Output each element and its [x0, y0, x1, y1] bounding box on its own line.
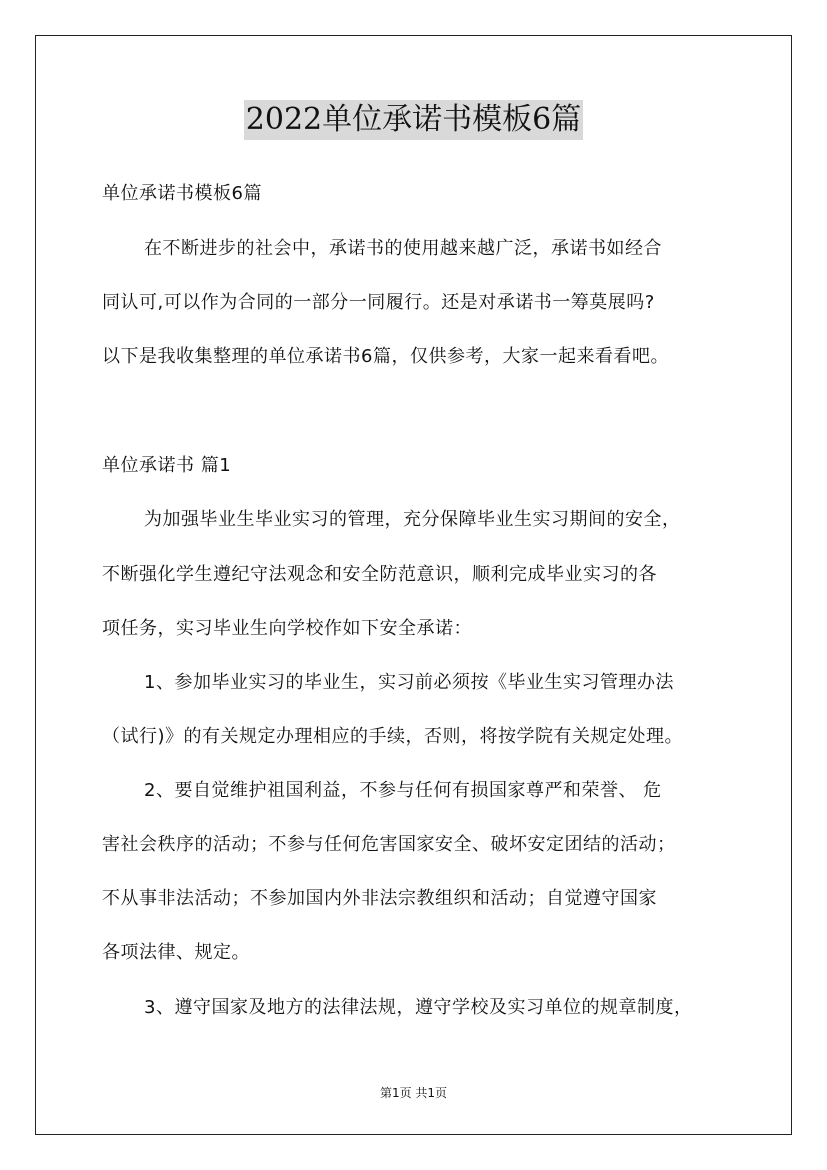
section-heading: 单位承诺书 篇1	[102, 455, 232, 476]
title-container	[0, 100, 827, 140]
paragraph-line: 害社会秩序的活动；不参与任何危害国家安全、破坏安定团结的活动；	[102, 834, 676, 855]
paragraph-line: 以下是我收集整理的单位承诺书6篇，仅供参考，大家一起来看看吧。	[102, 346, 669, 367]
paragraph-line: 项任务，实习毕业生向学校作如下安全承诺：	[102, 618, 472, 639]
subtitle-line: 单位承诺书模板6篇	[102, 183, 262, 204]
paragraph-line: 在不断进步的社会中，承诺书的使用越来越广泛，承诺书如经合	[144, 238, 662, 259]
paragraph-line: 不断强化学生遵纪守法观念和安全防范意识，顺利完成毕业实习的各	[102, 564, 657, 585]
page-footer: 第1页 共1页	[379, 1086, 448, 1100]
paragraph-line: （试行)》的有关规定办理相应的手续，否则，将按学院有关规定处理。	[102, 726, 684, 747]
paragraph-line: 1、参加毕业实习的毕业生，实习前必须按《毕业生实习管理办法	[144, 672, 674, 693]
paragraph-line: 为加强毕业生毕业实习的管理，充分保障毕业生实习期间的安全，	[144, 509, 681, 530]
paragraph-line: 各项法律、规定。	[102, 942, 250, 963]
paragraph-line: 3、遵守国家及地方的法律法规，遵守学校及实习单位的规章制度，	[144, 997, 693, 1018]
paragraph-line: 2、要自觉维护祖国利益，不参与任何有损国家尊严和荣誉、 危	[144, 780, 662, 801]
document-title: 2022单位承诺书模板6篇	[244, 100, 583, 140]
paragraph-line: 不从事非法活动；不参加国内外非法宗教组织和活动；自觉遵守国家	[102, 888, 657, 909]
paragraph-line: 同认可,可以作为合同的一部分一同履行。还是对承诺书一筹莫展吗?	[102, 292, 655, 313]
